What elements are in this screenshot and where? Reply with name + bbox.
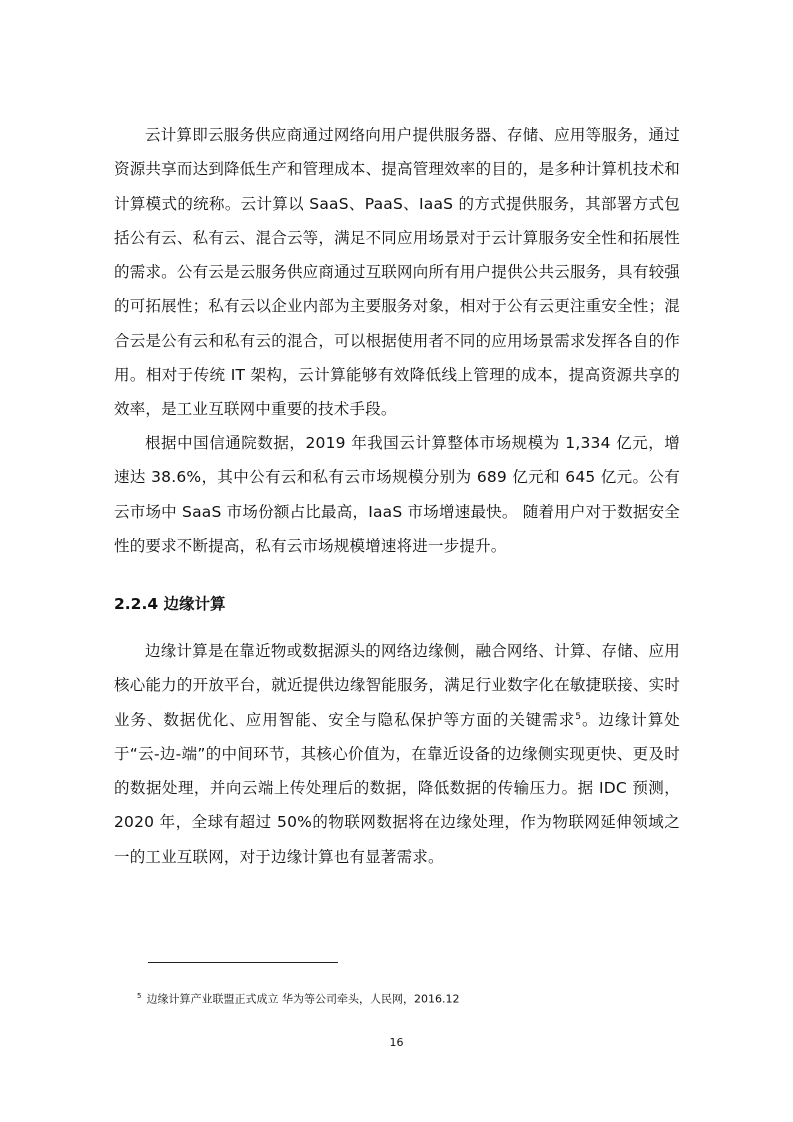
footnote-divider	[148, 962, 338, 963]
footnote-text: 边缘计算产业联盟正式成立 华为等公司牵头，人民网，2016.12	[146, 992, 460, 1006]
page-number: 16	[389, 1036, 404, 1049]
paragraph-cloud-market: 根据中国信通院数据，2019 年我国云计算整体市场规模为 1,334 亿元，增速达 38.6%，其中公有云和私有云市场规模分别为 689 亿元和 645 亿元。公有云市场中 SaaS 市场份额占比最高，IaaS 市场增速最快。 随着用户对于数据安全性的要求不断提高，私有云市场规模增速将进一步提升。	[114, 434, 680, 555]
section-heading: 2.2.4 边缘计算	[114, 595, 226, 613]
footnote	[137, 986, 459, 1010]
footnote-mark: 5	[137, 992, 142, 1000]
paragraph-edge-computing	[114, 634, 680, 874]
edge-text-part2: 。边缘计算处于“云-边-端”的中间环节，其核心价值为，在靠近设备的边缘侧实现更快、更及时的数据处理，并向云端上传处理后的数据，降低数据的传输压力。据 IDC 预测，2020 年，全球有超过 50%的物联网数据将在边缘处理，作为物联网延伸领域之一的工业互联网，对于边缘计算也有显著需求。	[114, 710, 681, 866]
edge-text-part1: 边缘计算是在靠近物或数据源头的网络边缘侧，融合网络、计算、存储、应用核心能力的开放平台，就近提供边缘智能服务，满足行业数字化在敏捷联接、实时业务、数据优化、应用智能、安全与隐私保护等方面的关键需求	[114, 642, 680, 729]
paragraph-cloud-computing: 云计算即云服务供应商通过网络向用户提供服务器、存储、应用等服务，通过资源共享而达到降低生产和管理成本、提高管理效率的目的，是多种计算机技术和计算模式的统称。云计算以 SaaS、PaaS、IaaS 的方式提供服务，其部署方式包括公有云、私有云、混合云等，满足不同应用场景对于云计算服务安全性和拓展性的需求。公有云是云服务供应商通过互联网向所有用户提供公共云服务，具有较强的可拓展性；私有云以企业内部为主要服务对象，相对于公有云更注重安全性；混合云是公有云和私有云的混合，可以根据使用者不同的应用场景需求发挥各自的作用。相对于传统 IT 架构，云计算能够有效降低线上管理的成本，提高资源共享的效率，是工业互联网中重要的技术手段。	[114, 126, 680, 419]
footnote-reference[interactable]: 5	[575, 711, 582, 722]
